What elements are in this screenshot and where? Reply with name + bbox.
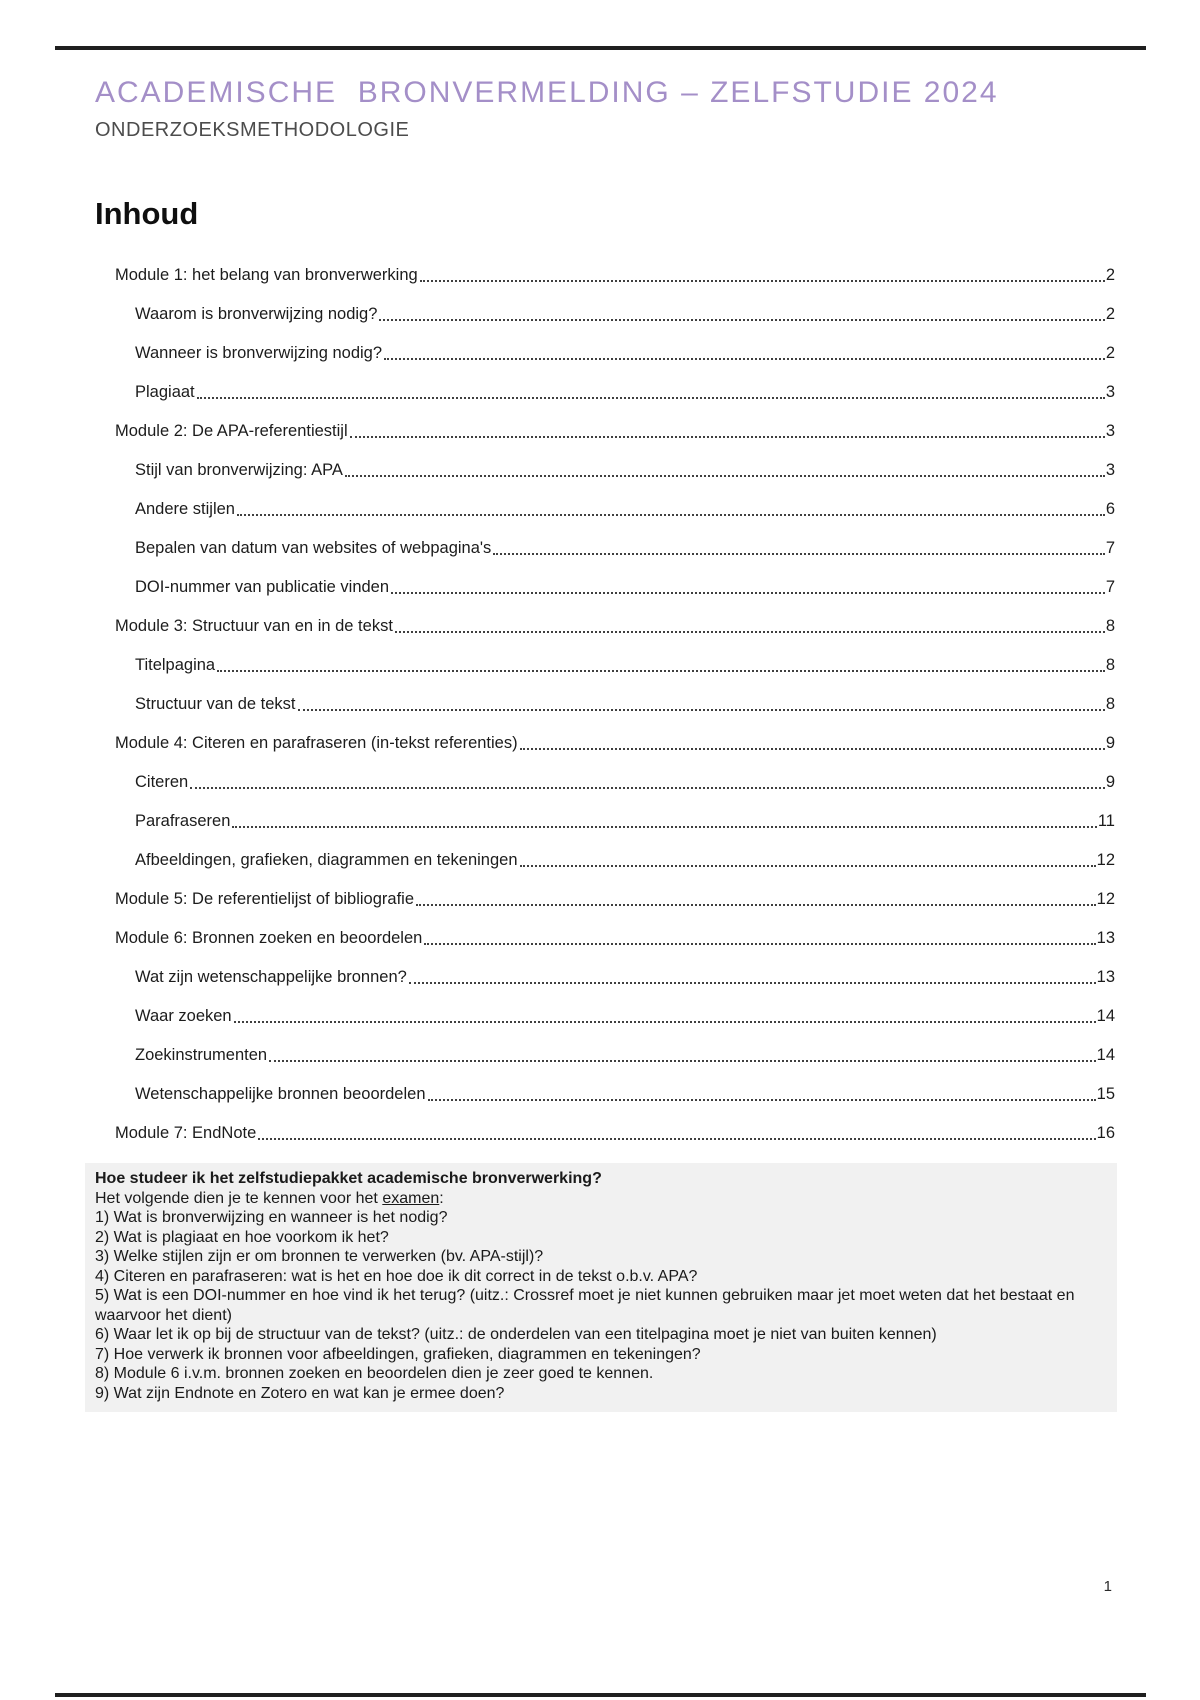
toc-entry-label: Waarom is bronverwijzing nodig? — [135, 305, 378, 323]
toc-entry-label: Stijl van bronverwijzing: APA — [135, 461, 343, 479]
toc-entry-page: 13 — [1096, 968, 1115, 986]
toc-entry[interactable] — [95, 410, 1115, 449]
toc-entry[interactable] — [95, 878, 1115, 917]
toc-leader-dots — [350, 436, 1105, 438]
toc-entry-page: 16 — [1096, 1124, 1115, 1142]
toc-leader-dots — [217, 670, 1105, 672]
toc-entry[interactable] — [95, 800, 1115, 839]
toc-entry-page: 7 — [1105, 539, 1115, 557]
toc-heading: Inhoud — [95, 196, 199, 231]
toc-leader-dots — [409, 982, 1096, 984]
toc-leader-dots — [493, 553, 1105, 555]
study-box-heading: Hoe studeer ik het zelfstudiepakket academische bronverwerking? — [95, 1170, 602, 1187]
study-intro-suffix: : — [439, 1189, 444, 1207]
table-of-contents — [95, 254, 1115, 1151]
toc-entry[interactable] — [95, 566, 1115, 605]
toc-entry[interactable] — [95, 293, 1115, 332]
toc-entry-page: 2 — [1105, 344, 1115, 362]
toc-entry[interactable] — [95, 839, 1115, 878]
toc-entry-page: 8 — [1105, 617, 1115, 635]
toc-entry[interactable] — [95, 956, 1115, 995]
toc-entry-page: 9 — [1105, 773, 1115, 791]
document-subtitle: ONDERZOEKSMETHODOLOGIE — [95, 119, 410, 141]
toc-entry-label: Structuur van de tekst — [135, 695, 296, 713]
toc-entry-label: Module 6: Bronnen zoeken en beoordelen — [115, 929, 423, 947]
page-number: 1 — [1103, 1578, 1112, 1595]
toc-entry[interactable] — [95, 644, 1115, 683]
toc-entry-label: Waar zoeken — [135, 1007, 232, 1025]
toc-entry-page: 2 — [1105, 266, 1115, 284]
toc-entry[interactable] — [95, 917, 1115, 956]
toc-leader-dots — [269, 1060, 1096, 1062]
toc-entry[interactable] — [95, 449, 1115, 488]
toc-entry-label: Module 1: het belang van bronverwerking — [115, 266, 418, 284]
study-question: 9) Wat zijn Endnote en Zotero en wat kan je ermee doen? — [95, 1384, 505, 1402]
toc-entry[interactable] — [95, 1073, 1115, 1112]
study-box — [85, 1163, 1117, 1412]
toc-entry-page: 15 — [1096, 1085, 1115, 1103]
study-question: 7) Hoe verwerk ik bronnen voor afbeeldingen, grafieken, diagrammen en tekeningen? — [95, 1345, 701, 1363]
toc-entry[interactable] — [95, 1034, 1115, 1073]
toc-entry[interactable] — [95, 1112, 1115, 1151]
toc-leader-dots — [520, 748, 1105, 750]
toc-entry-page: 14 — [1096, 1007, 1115, 1025]
toc-entry-label: Module 5: De referentielijst of bibliografie — [115, 890, 414, 908]
toc-entry[interactable] — [95, 722, 1115, 761]
toc-leader-dots — [234, 1021, 1096, 1023]
toc-entry[interactable] — [95, 761, 1115, 800]
toc-entry-page: 12 — [1096, 851, 1115, 869]
toc-entry-page: 8 — [1105, 656, 1115, 674]
toc-leader-dots — [384, 358, 1105, 360]
study-question: 1) Wat is bronverwijzing en wanneer is het nodig? — [95, 1209, 448, 1226]
toc-entry-label: Plagiaat — [135, 383, 195, 401]
toc-entry-page: 6 — [1105, 500, 1115, 518]
study-question: 6) Waar let ik op bij de structuur van de tekst? (uitz.: de onderdelen van een titelpagina moet je niet van buiten kennen) — [95, 1326, 937, 1343]
toc-entry-page: 12 — [1096, 890, 1115, 908]
toc-leader-dots — [520, 865, 1096, 867]
toc-entry-label: Wanneer is bronverwijzing nodig? — [135, 344, 383, 362]
toc-entry-label: Wetenschappelijke bronnen beoordelen — [135, 1085, 426, 1103]
bottom-border-rule — [55, 1693, 1146, 1697]
toc-leader-dots — [190, 787, 1105, 789]
toc-entry-label: Module 4: Citeren en parafraseren (in-tekst referenties) — [115, 734, 518, 752]
toc-entry-label: Module 2: De APA-referentiestijl — [115, 422, 348, 440]
toc-leader-dots — [237, 514, 1105, 516]
toc-entry-label: Bepalen van datum van websites of webpagina's — [135, 539, 492, 557]
toc-leader-dots — [197, 397, 1105, 399]
toc-entry-page: 13 — [1096, 929, 1115, 947]
toc-entry[interactable] — [95, 527, 1115, 566]
toc-leader-dots — [416, 904, 1096, 906]
toc-entry-page: 3 — [1105, 461, 1115, 479]
toc-entry[interactable] — [95, 254, 1115, 293]
toc-entry-label: Andere stijlen — [135, 500, 235, 518]
toc-entry-label: Afbeeldingen, grafieken, diagrammen en tekeningen — [135, 851, 518, 869]
toc-entry-label: Zoekinstrumenten — [135, 1046, 268, 1064]
toc-entry[interactable] — [95, 371, 1115, 410]
toc-entry[interactable] — [95, 605, 1115, 644]
toc-entry-page: 14 — [1096, 1046, 1115, 1064]
toc-leader-dots — [345, 475, 1105, 477]
toc-entry[interactable] — [95, 683, 1115, 722]
toc-leader-dots — [298, 709, 1105, 711]
toc-entry[interactable] — [95, 995, 1115, 1034]
study-question: 2) Wat is plagiaat en hoe voorkom ik het? — [95, 1228, 389, 1246]
document-title: ACADEMISCHE BRONVERMELDING – ZELFSTUDIE 2024 — [95, 76, 999, 109]
toc-leader-dots — [391, 592, 1105, 594]
study-question: 4) Citeren en parafraseren: wat is het en hoe doe ik dit correct in de tekst o.b.v. APA? — [95, 1267, 698, 1285]
toc-leader-dots — [258, 1138, 1095, 1140]
toc-entry-label: Module 7: EndNote — [115, 1124, 257, 1142]
toc-entry-label: DOI-nummer van publicatie vinden — [135, 578, 390, 596]
toc-entry-page: 11 — [1097, 812, 1115, 830]
toc-entry-label: Parafraseren — [135, 812, 231, 830]
study-question: 8) Module 6 i.v.m. bronnen zoeken en beoordelen dien je zeer goed te kennen. — [95, 1365, 654, 1382]
toc-leader-dots — [428, 1099, 1096, 1101]
toc-entry-page: 7 — [1105, 578, 1115, 596]
study-question: 3) Welke stijlen zijn er om bronnen te verwerken (bv. APA-stijl)? — [95, 1248, 544, 1265]
toc-leader-dots — [424, 943, 1095, 945]
toc-entry-page: 8 — [1105, 695, 1115, 713]
study-question-list — [95, 1208, 1107, 1403]
toc-entry-page: 3 — [1105, 422, 1115, 440]
toc-entry[interactable] — [95, 488, 1115, 527]
toc-entry[interactable] — [95, 332, 1115, 371]
toc-entry-label: Wat zijn wetenschappelijke bronnen? — [135, 968, 407, 986]
study-intro-underlined-word: examen — [382, 1189, 440, 1207]
toc-leader-dots — [379, 319, 1104, 321]
toc-entry-page: 3 — [1105, 383, 1115, 401]
toc-leader-dots — [232, 826, 1096, 828]
toc-entry-page: 9 — [1105, 734, 1115, 752]
toc-leader-dots — [395, 631, 1105, 633]
study-box-intro — [95, 1189, 1107, 1209]
study-question: 5) Wat is een DOI-nummer en hoe vind ik het terug? (uitz.: Crossref moet je niet kunnen gebruiken maar jet moet weten dat het bestaat en waarvoor het dient) — [95, 1287, 1075, 1324]
toc-entry-page: 2 — [1105, 305, 1115, 323]
study-intro-prefix: Het volgende dien je te kennen voor het — [95, 1189, 383, 1207]
toc-entry-label: Citeren — [135, 773, 189, 791]
document-page — [95, 0, 1115, 1412]
toc-entry-label: Titelpagina — [135, 656, 216, 674]
toc-leader-dots — [420, 280, 1105, 282]
toc-entry-label: Module 3: Structuur van en in de tekst — [115, 617, 393, 635]
